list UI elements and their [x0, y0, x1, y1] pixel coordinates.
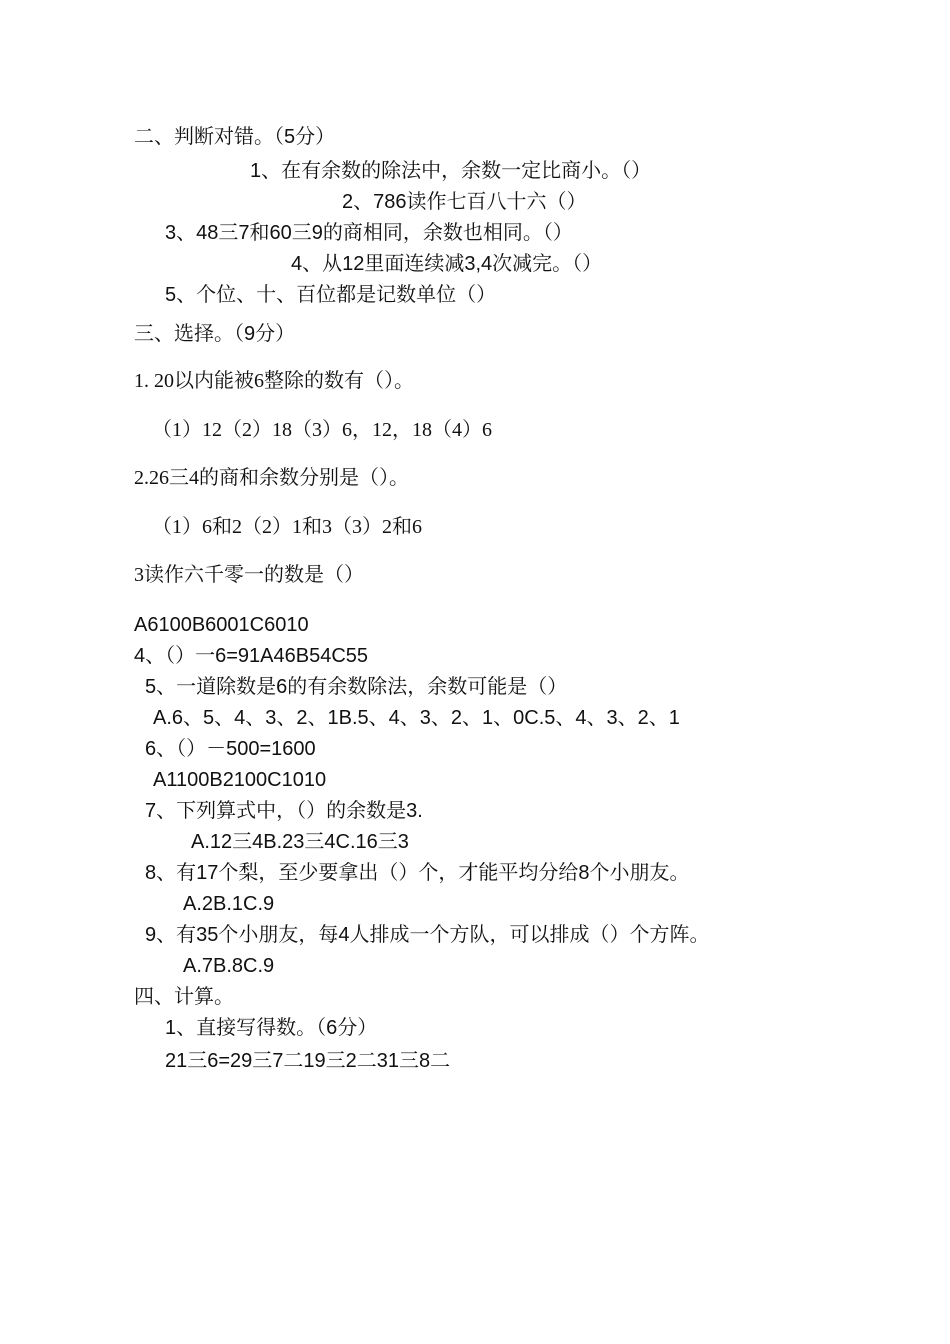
q1-options: （1）12（2）18（3）6，12，18（4）6 [152, 419, 492, 441]
q5-question: 5、一道除数是6的有余数除法，余数可能是（） [145, 676, 568, 698]
q7-question: 7、下列算式中，（）的余数是3. [145, 800, 423, 822]
q5-options: A.6、5、4、3、2、1B.5、4、3、2、1、0C.5、4、3、2、1 [153, 707, 680, 729]
section2-item-2: 2、786读作七百八十六（） [342, 191, 587, 213]
q9-question: 9、有35个小朋友，每4人排成一个方队，可以排成（）个方阵。 [145, 924, 710, 946]
section2-item-3: 3、48三7和60三9的商相同，余数也相同。（） [165, 222, 573, 244]
q6-options: A1100B2100C1010 [153, 769, 327, 791]
q8-question: 8、有17个梨，至少要拿出（）个，才能平均分给8个小朋友。 [145, 862, 690, 884]
q9-options: A.7B.8C.9 [183, 955, 275, 977]
section4-heading: 四、计算。 [134, 986, 234, 1008]
section4-expression: 21三6=29三7二19三2二31三8二 [165, 1050, 451, 1072]
q7-options: A.12三4B.23三4C.16三3 [191, 831, 409, 853]
q8-options: A.2B.1C.9 [183, 893, 275, 915]
section2-item-5: 5、个位、十、百位都是记数单位（） [165, 284, 497, 306]
section3-heading: 三、选择。（9分） [134, 323, 296, 345]
section4-sub1: 1、直接写得数。（6分） [165, 1017, 378, 1039]
q1-question: 1. 20以内能被6整除的数有（）。 [134, 370, 414, 392]
section2-item-4: 4、从12里面连续减3,4次减完。（） [291, 253, 603, 275]
q6-question: 6、（）－500=1600 [145, 738, 316, 760]
q2-options: （1）6和2（2）1和3（3）2和6 [152, 516, 422, 538]
q4-question: 4、（）一6=91A46B54C55 [134, 645, 369, 667]
q3-question: 3读作六千零一的数是（） [134, 564, 364, 586]
section2-heading: 二、判断对错。（5分） [134, 126, 336, 148]
q2-question: 2.26三4的商和余数分别是（）。 [134, 467, 409, 489]
q3-options: A6100B6001C6010 [134, 614, 309, 636]
section2-item-1: 1、在有余数的除法中，余数一定比商小。（） [250, 160, 652, 182]
